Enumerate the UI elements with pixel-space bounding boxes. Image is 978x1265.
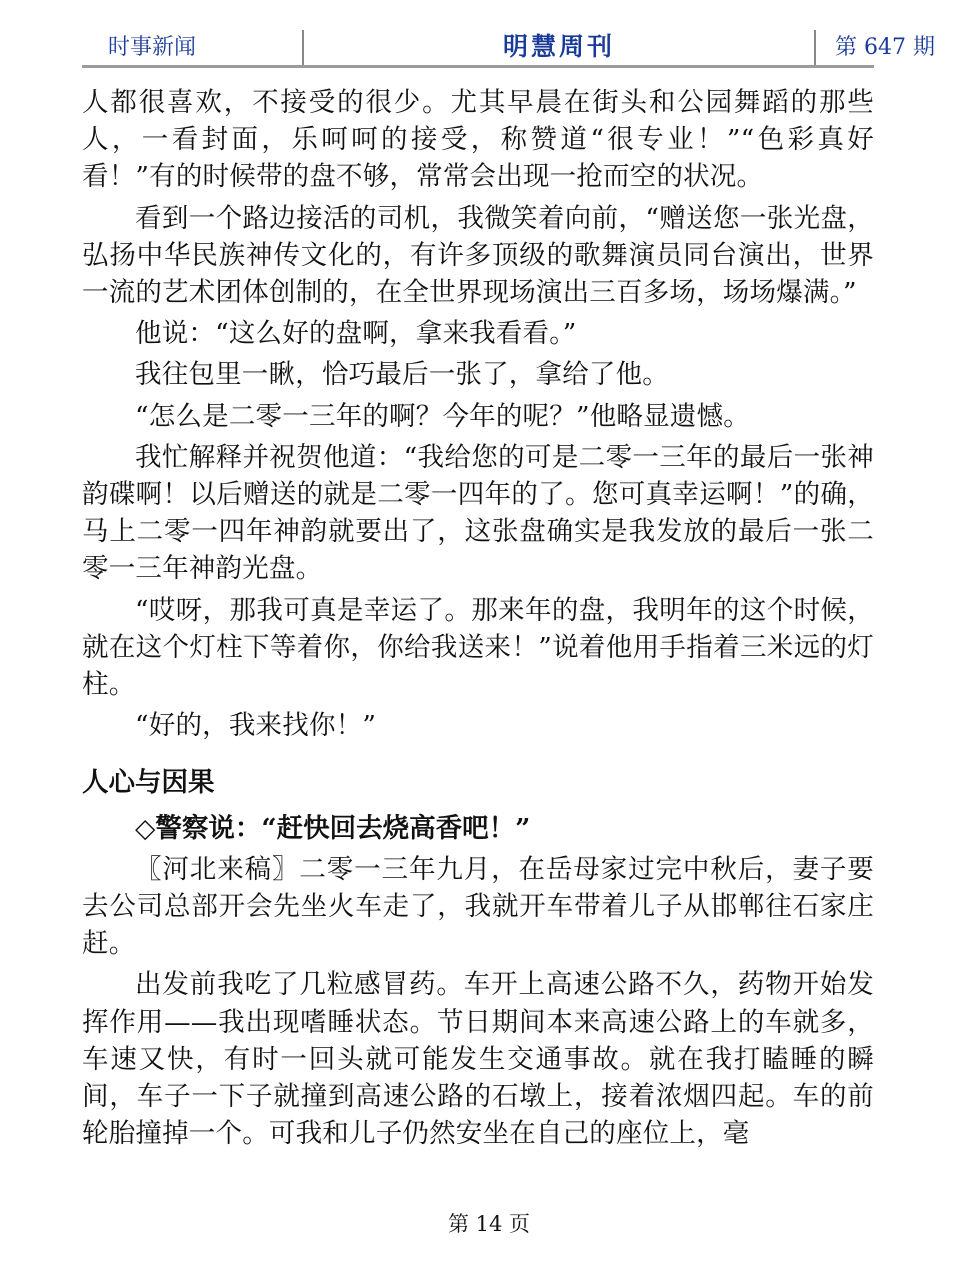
sub-heading: ◇警察说：“赶快回去烧高香吧！” — [135, 812, 531, 844]
section-heading: 人心与因果 — [82, 767, 215, 799]
article-body — [82, 84, 874, 1152]
paragraph: 出发前我吃了几粒感冒药。车开上高速公路不久，药物开始发挥作用——我出现嗜睡状态。节日期间本来高速公路上的车就多，车速又快，有时一回头就可能发生交通事故。就在我打瞌睡的瞬间，车子一下子就撞到高速公路的石墩上，接着浓烟四起。车的前轮胎撞掉一个。可我和儿子仍然安坐在自己的座位上，毫 — [82, 969, 874, 1150]
paragraph: 看到一个路边接活的司机，我微笑着向前，“赠送您一张光盘，弘扬中华民族神传文化的，有许多顶级的歌舞演员同台演出，世界一流的艺术团体创制的，在全世界现场演出三百多场，场场爆满。” — [82, 202, 874, 309]
paragraph: “哎呀，那我可真是幸运了。那来年的盘，我明年的这个时候，就在这个灯柱下等着你，你给我送来！”说着他用手指着三米远的灯柱。 — [82, 594, 874, 701]
header-title: 明慧周刊 — [502, 32, 615, 61]
header-issue: 第 647 期 — [835, 34, 935, 60]
page-number: 第 14 页 — [447, 1212, 531, 1236]
page-header — [82, 26, 935, 66]
paragraph: 他说：“这么好的盘啊，拿来我看看。” — [135, 318, 577, 350]
paragraph: 〖河北来稿〗二零一三年九月，在岳母家过完中秋后，妻子要去公司总部开会先坐火车走了，我就开车带着儿子从邯郸往石家庄赶。 — [82, 853, 874, 960]
paragraph: “好的，我来找你！” — [135, 710, 377, 742]
paragraph: 人都很喜欢，不接受的很少。尤其早晨在街头和公园舞蹈的那些人，一看封面，乐呵呵的接受，称赞道“很专业！”“色彩真好看！”有的时候带的盘不够，常常会出现一抢而空的状况。 — [82, 87, 874, 193]
paragraph: 我往包里一瞅，恰巧最后一张了，拿给了他。 — [135, 359, 669, 391]
header-rule — [82, 65, 874, 68]
paragraph: “怎么是二零一三年的啊？今年的呢？”他略显遗憾。 — [135, 400, 750, 432]
paragraph: 我忙解释并祝贺他道：“我给您的可是二零一三年的最后一张神韵碟啊！以后赠送的就是二零一四年的了。您可真幸运啊！”的确，马上二零一四年神韵就要出了，这张盘确实是我发放的最后一张二零一三年神韵光盘。 — [82, 441, 874, 585]
header-section: 时事新闻 — [107, 34, 196, 60]
